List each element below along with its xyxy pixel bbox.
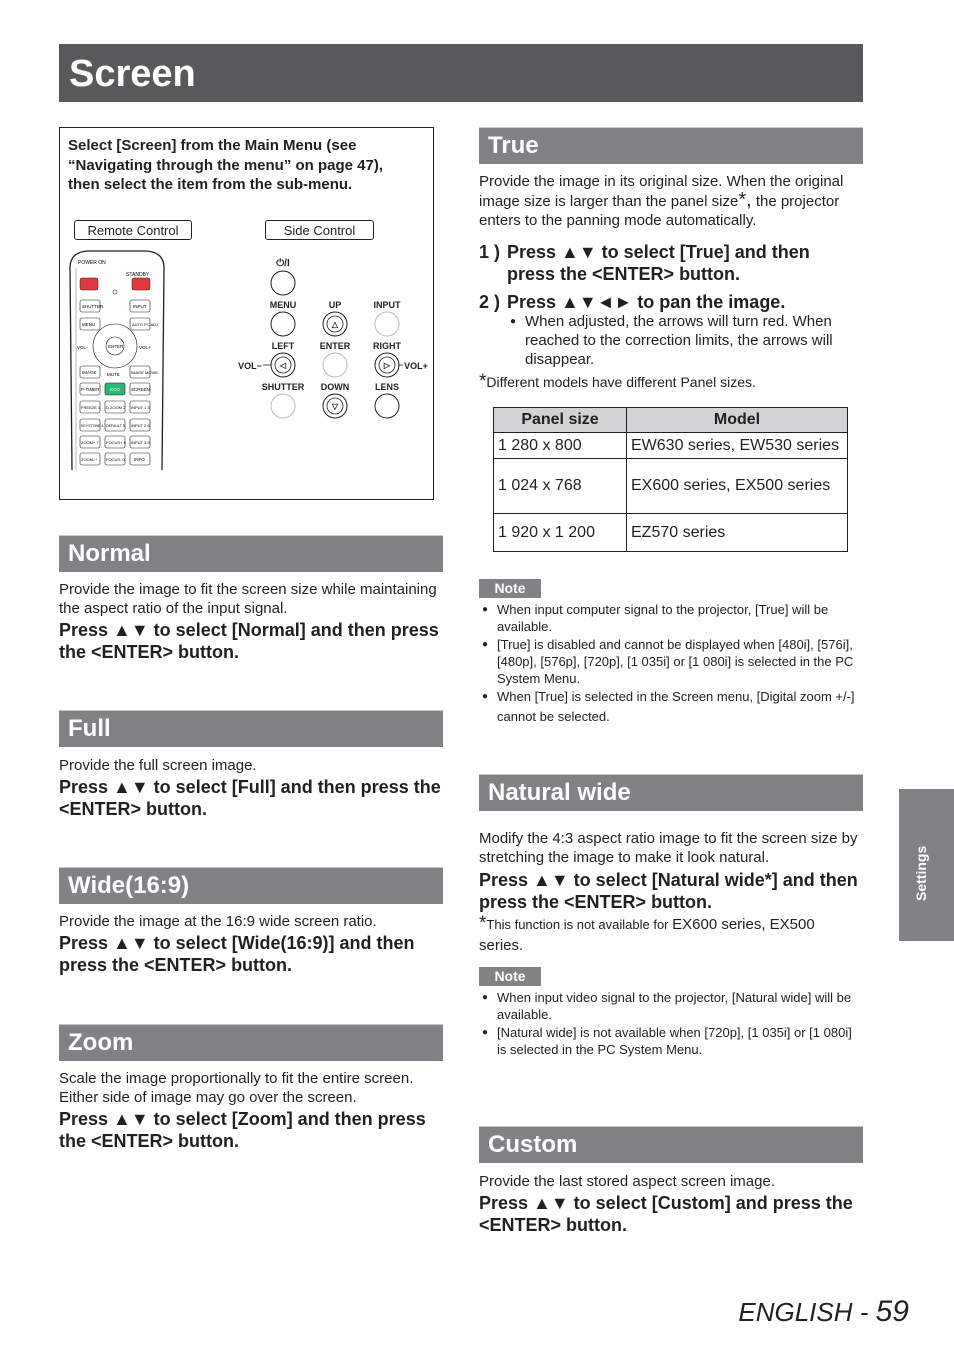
custom-instruction: Press ▲▼ to select [Custom] and press the <ENTER> button. [479, 1193, 853, 1235]
side-label-left: LEFT [271, 341, 295, 351]
remote-label: FOCUS+ 8 [106, 440, 126, 445]
footnote-models: EX600 series, EX500 series. [479, 916, 815, 954]
true-notes [479, 601, 863, 726]
full-heading: Full [68, 715, 111, 742]
side-tab-label: Settings [913, 845, 929, 901]
natural-wide-notes [479, 989, 863, 1058]
page-title-bar [59, 44, 863, 102]
side-label-down: DOWN [320, 382, 350, 392]
full-desc: Provide the full screen image. [59, 757, 257, 774]
panel-size-table [493, 407, 848, 552]
intro-box [59, 127, 434, 500]
table-row [494, 514, 848, 552]
normal-heading-bar [59, 535, 443, 572]
true-desc [479, 172, 863, 230]
remote-label: AUTO PC ADJ [132, 322, 159, 327]
side-label-enter: ENTER [319, 341, 351, 351]
remote-label: POWER ON [78, 260, 106, 266]
side-label-vol-plus: VOL+ [404, 361, 428, 371]
normal-instruction: Press ▲▼ to select [Normal] and then press the <ENTER> button. [59, 620, 439, 662]
list-item: ● When input computer signal to the projector, [True] will be available. [479, 601, 863, 636]
svg-text:◁: ◁ [279, 361, 287, 370]
true-note-label: Note [479, 579, 541, 598]
list-item: ● When input video signal to the projector, [Natural wide] will be available. [479, 989, 863, 1024]
wide-heading: Wide(16:9) [68, 872, 190, 899]
footnote-asterisk: * [479, 913, 487, 934]
side-control-label: Side Control [265, 220, 374, 240]
wide-desc: Provide the image at the 16:9 wide screen ratio. [59, 913, 377, 930]
step-number: 2 ) [479, 292, 501, 312]
step-text: Press ▲▼◄► to pan the image. [507, 292, 786, 312]
remote-label: KEYSTONE 4 [81, 424, 104, 428]
step-text: Press ▲▼ to select [True] and then press the <ENTER> button. [507, 242, 810, 284]
footer-page: 59 [875, 1295, 909, 1328]
svg-text:▽: ▽ [331, 402, 339, 411]
custom-heading-bar [479, 1126, 863, 1163]
custom-desc: Provide the last stored aspect screen image. [479, 1173, 775, 1190]
intro-text: Select [Screen] from the Main Menu (see “Navigating through the menu” on page 47), then select the item from the sub-menu. [68, 137, 384, 193]
full-heading-bar [59, 710, 443, 747]
true-heading-bar [479, 127, 863, 164]
column-header: Model [627, 408, 848, 433]
remote-label: INFO [134, 457, 145, 462]
table-cell: EZ570 series [627, 514, 848, 552]
remote-label: MUTE [107, 372, 120, 377]
side-label-power: ⏻/I [276, 258, 290, 269]
table-cell: EW630 series, EW530 series [627, 433, 848, 459]
normal-heading: Normal [68, 540, 151, 567]
remote-label: VOL+ [139, 345, 151, 350]
svg-text:△: △ [331, 320, 339, 329]
side-label-shutter: SHUTTER [261, 382, 305, 392]
side-label-up: UP [328, 300, 342, 310]
true-step2-bullets [507, 312, 857, 369]
remote-label: P-TIMER [81, 387, 100, 392]
table-cell: 1 280 x 800 [494, 433, 627, 459]
remote-label: INPUT [133, 304, 147, 309]
natural-wide-instruction: Press ▲▼ to select [Natural wide*] and then press the <ENTER> button. [479, 870, 858, 912]
list-item: ● When adjusted, the arrows will turn red. When reached to the correction limits, the arrows will disappear. [507, 312, 857, 369]
remote-label: INPUT 2 6 [131, 423, 150, 428]
remote-label: FREEZE 1 [81, 405, 101, 410]
normal-desc: Provide the image to fit the screen size while maintaining the aspect ratio of the input signal. [59, 581, 437, 617]
wide-instruction: Press ▲▼ to select [Wide(16:9)] and then press the <ENTER> button. [59, 933, 415, 975]
side-label-lens: LENS [374, 382, 400, 392]
remote-label: VOL- [77, 345, 88, 350]
side-label-vol-minus: VOL− [238, 361, 262, 371]
natural-wide-heading: Natural wide [488, 779, 631, 806]
list-item: ● [True] is disabled and cannot be displayed when [480i], [576i], [480p], [576p], [720p], [1 035i] or [1 080i] is selected in the PC System Menu. [479, 636, 863, 688]
true-footnote [479, 372, 863, 392]
footnote-asterisk: * [479, 371, 487, 392]
zoom-heading-bar [59, 1024, 443, 1061]
full-instruction: Press ▲▼ to select [Full] and then press the <ENTER> button. [59, 777, 441, 819]
table-cell: 1 920 x 1 200 [494, 514, 627, 552]
remote-label: SHUTTER [82, 304, 104, 309]
remote-label: ENTER [108, 344, 124, 349]
side-label-right: RIGHT [373, 341, 401, 351]
svg-text:▷: ▷ [383, 361, 391, 370]
true-desc-part2: the projector enters to the panning mode automatically. [479, 193, 840, 229]
step-number: 1 ) [479, 242, 501, 262]
list-item: ● [Natural wide] is not available when [720p], [1 035i] or [1 080i] is selected in the PC System Menu. [479, 1024, 863, 1059]
true-step-2 [479, 291, 863, 313]
side-label-input: INPUT [373, 300, 401, 310]
remote-label: INPUT 3 9 [131, 440, 150, 445]
settings-side-tab[interactable] [899, 789, 954, 941]
table-row [494, 459, 848, 514]
remote-control-illustration [68, 248, 168, 470]
zoom-heading: Zoom [68, 1029, 134, 1056]
page-title: Screen [69, 53, 196, 95]
remote-label: IMAGE MOVIE [131, 370, 158, 375]
table-cell: 1 024 x 768 [494, 459, 627, 514]
remote-label: FOCUS- 0 [106, 457, 125, 462]
remote-label: INPUT 1 3 [131, 405, 150, 410]
remote-label: ZOOM+ 7 [81, 440, 99, 445]
footnote-text: Different models have different Panel sizes. [486, 374, 756, 390]
remote-control-label: Remote Control [74, 220, 192, 240]
zoom-desc: Scale the image proportionally to fit the entire screen. Either side of image may go over the screen. [59, 1070, 414, 1106]
table-cell: EX600 series, EX500 series [627, 459, 848, 514]
true-heading: True [488, 132, 539, 159]
remote-label: ZOOM- * [81, 457, 97, 462]
remote-label: DEFAULT 5 [106, 424, 125, 428]
remote-label: SCREEN [131, 387, 150, 392]
page-number [738, 1295, 909, 1329]
footnote-text: This function is not available for [486, 917, 673, 932]
true-desc-asterisk: *, [738, 189, 752, 211]
natural-wide-note-label: Note [479, 967, 541, 986]
footer-language: ENGLISH - [738, 1297, 876, 1327]
remote-label: IMAGE [82, 370, 97, 375]
natural-wide-footnote [479, 913, 863, 956]
side-label-menu: MENU [269, 300, 297, 310]
natural-wide-heading-bar [479, 774, 863, 811]
remote-label: MENU [82, 322, 96, 327]
side-control-illustration [236, 252, 432, 422]
table-row [494, 433, 848, 459]
remote-label: ECO [110, 387, 120, 392]
column-header: Panel size [494, 408, 627, 433]
true-step-1 [479, 241, 863, 285]
custom-heading: Custom [488, 1131, 578, 1158]
remote-label: STANDBY [126, 272, 150, 278]
wide-heading-bar [59, 867, 443, 904]
natural-wide-desc: Modify the 4:3 aspect ratio image to fit the screen size by stretching the image to make it look natural. [479, 830, 858, 866]
list-item: ● When [True] is selected in the Screen menu, [Digital zoom +/-] cannot be selected. [479, 687, 863, 726]
zoom-instruction: Press ▲▼ to select [Zoom] and then press the <ENTER> button. [59, 1109, 426, 1151]
remote-label: D.ZOOM 2 [106, 405, 126, 410]
true-desc-part1: Provide the image in its original size. When the original image size is larger than the panel size [479, 173, 844, 210]
table-header-row [494, 408, 848, 433]
